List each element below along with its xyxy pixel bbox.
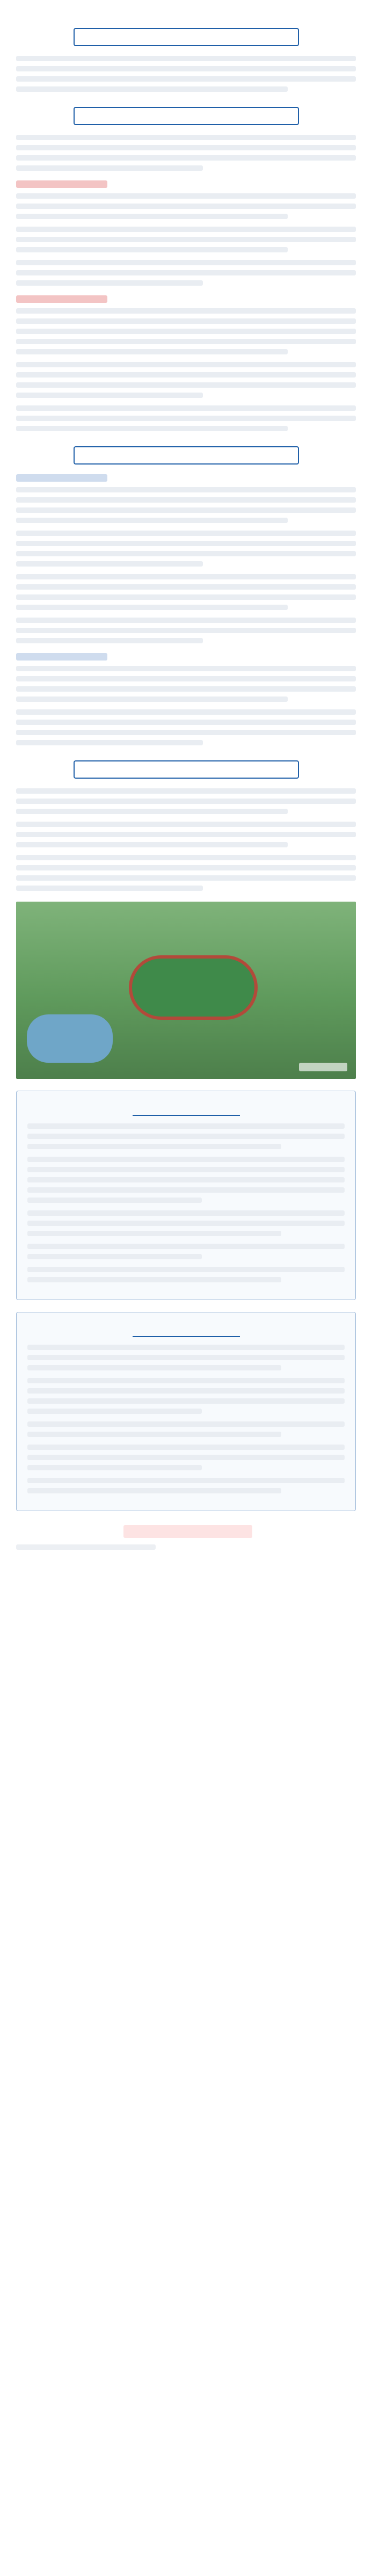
text-paragraph — [16, 193, 356, 219]
text-paragraph — [16, 362, 356, 398]
subsection-heading — [16, 180, 107, 188]
text-paragraph — [16, 855, 356, 891]
text-paragraph — [16, 822, 356, 847]
text-paragraph — [16, 666, 356, 702]
text-paragraph — [16, 574, 356, 610]
section-heading-box — [74, 28, 299, 46]
text-paragraph — [16, 709, 356, 745]
read-original-link[interactable] — [123, 1525, 252, 1538]
text-paragraph — [16, 260, 356, 286]
pond-shape — [27, 1014, 113, 1063]
text-paragraph — [16, 618, 356, 643]
text-paragraph — [16, 487, 356, 523]
text-paragraph — [16, 135, 356, 171]
standard-panel — [16, 1091, 356, 1300]
subsection-heading — [16, 653, 107, 661]
text-paragraph — [16, 788, 356, 814]
section-heading-box — [74, 446, 299, 465]
article-footer — [16, 1525, 356, 1557]
text-paragraph — [16, 405, 356, 431]
section-heading-box — [74, 760, 299, 779]
text-paragraph — [16, 227, 356, 252]
section-heading-box — [74, 107, 299, 125]
subsection-heading — [16, 474, 107, 482]
text-paragraph — [16, 308, 356, 354]
subsection-heading — [16, 295, 107, 303]
standard-panel — [16, 1312, 356, 1511]
park-aerial-photo — [16, 902, 356, 1079]
text-paragraph — [16, 56, 356, 92]
source-meta — [16, 1544, 156, 1550]
text-paragraph — [16, 531, 356, 567]
panel-heading — [133, 1322, 240, 1337]
panel-heading — [133, 1101, 240, 1116]
running-track-shape — [129, 955, 258, 1020]
watermark-logo — [299, 1063, 347, 1071]
